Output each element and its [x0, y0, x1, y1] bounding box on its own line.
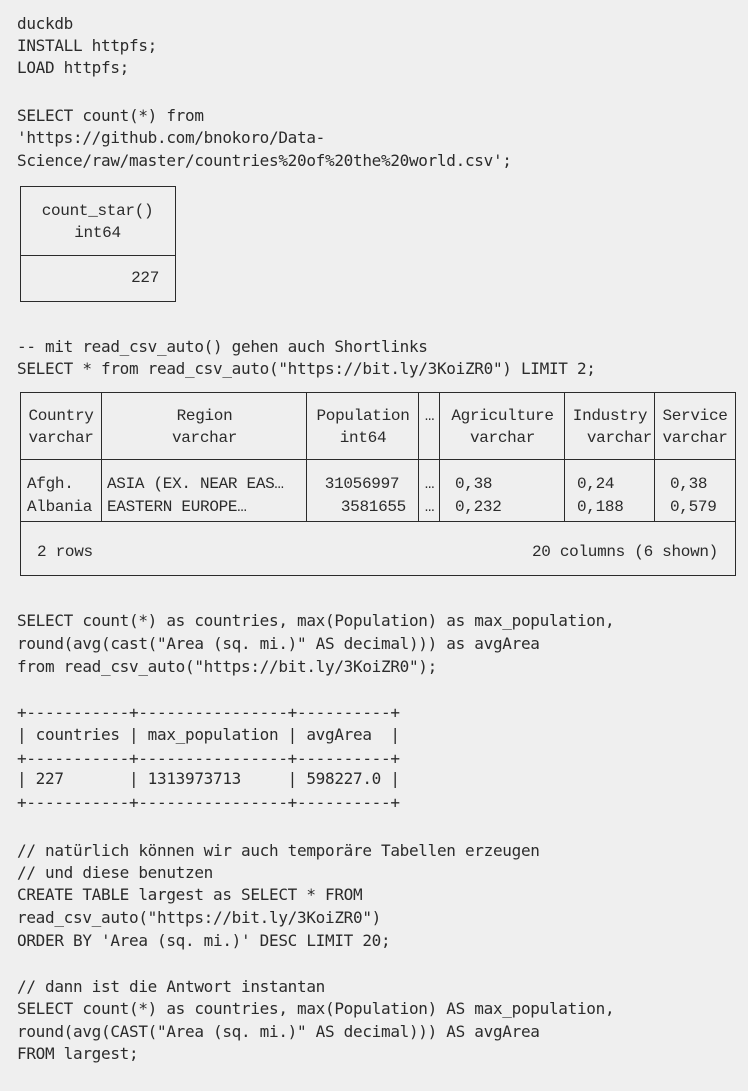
table-cell: 0,232 — [455, 498, 502, 516]
table-cell: … — [424, 498, 435, 516]
ascii-table-border: +-----------+----------------+----------+ — [17, 793, 400, 812]
table-cell: 0,188 — [577, 498, 624, 516]
table-cell: 0,38 — [670, 475, 708, 493]
column-header-type: varchar — [469, 429, 536, 447]
column-count-label: 20 columns (6 shown) — [531, 543, 718, 561]
ascii-table-border: +-----------+----------------+----------+ — [17, 703, 400, 722]
table-cell: 0,579 — [670, 498, 717, 516]
ascii-table-border: +-----------+----------------+----------+ — [17, 749, 400, 768]
column-header-name: count_star() — [41, 202, 154, 220]
code-line: read_csv_auto("https://bit.ly/3KoiZR0") — [17, 908, 381, 927]
code-comment: // natürlich können wir auch temporäre Tabellen erzeugen — [17, 841, 540, 860]
code-line: -- mit read_csv_auto() gehen auch Shortlinks — [17, 337, 428, 356]
code-line: Science/raw/master/countries%20of%20the%20world.csv'; — [17, 151, 512, 170]
code-line: SELECT count(*) from — [17, 106, 204, 125]
table-cell: Afgh. — [27, 475, 74, 493]
code-line: duckdb — [17, 14, 73, 33]
code-comment: // dann ist die Antwort instantan — [17, 977, 325, 996]
column-header-type: varchar — [171, 429, 238, 447]
column-divider — [101, 393, 102, 521]
table-cell: 3581655 — [340, 498, 406, 516]
code-line: from read_csv_auto("https://bit.ly/3KoiZR0"); — [17, 657, 437, 676]
table-cell: 31056997 — [324, 475, 400, 493]
code-line: INSTALL httpfs; — [17, 36, 157, 55]
column-header-type: varchar — [28, 429, 94, 447]
code-line: SELECT * from read_csv_auto("https://bit.ly/3KoiZR0") LIMIT 2; — [17, 359, 596, 378]
column-divider — [306, 393, 307, 521]
column-header-name: Service — [662, 407, 728, 425]
code-line: ORDER BY 'Area (sq. mi.)' DESC LIMIT 20; — [17, 931, 391, 950]
column-header-name: Population — [316, 407, 410, 425]
column-header-type: int64 — [339, 429, 387, 447]
column-header-name: Country — [28, 407, 94, 425]
column-header-type: varchar — [586, 429, 652, 447]
column-header-type: varchar — [662, 429, 728, 447]
table-cell: 0,24 — [577, 475, 615, 493]
column-divider — [418, 393, 419, 521]
column-header-name: Region — [176, 407, 233, 425]
table-cell: 227 — [131, 269, 159, 287]
table-cell: … — [424, 475, 435, 493]
column-header-name: Agriculture — [451, 407, 554, 425]
code-line: SELECT count(*) as countries, max(Population) AS max_population, — [17, 999, 615, 1018]
ascii-table-header: | countries | max_population | avgArea | — [17, 725, 400, 744]
column-header-name: … — [424, 407, 435, 425]
table-cell: 0,38 — [455, 475, 493, 493]
code-line: 'https://github.com/bnokoro/Data- — [17, 128, 325, 147]
code-line: FROM largest; — [17, 1044, 139, 1063]
column-divider — [439, 393, 440, 521]
table-divider — [21, 255, 175, 256]
code-line: LOAD httpfs; — [17, 58, 129, 77]
ascii-table-row: | 227 | 1313973713 | 598227.0 | — [17, 769, 400, 788]
count-result-table — [20, 186, 176, 302]
column-header-type: int64 — [74, 224, 121, 242]
table-divider — [21, 459, 735, 460]
column-divider — [654, 393, 655, 521]
code-line: round(avg(cast("Area (sq. mi.)" AS decimal))) as avgArea — [17, 634, 540, 653]
code-line: SELECT count(*) as countries, max(Population) as max_population, — [17, 611, 615, 630]
code-line: round(avg(CAST("Area (sq. mi.)" AS decimal))) AS avgArea — [17, 1022, 540, 1041]
row-count-label: 2 rows — [37, 543, 93, 561]
column-header-name: Industry — [572, 407, 648, 425]
code-comment: // und diese benutzen — [17, 863, 213, 882]
column-divider — [564, 393, 565, 521]
table-cell: Albania — [27, 498, 93, 516]
countries-result-table — [20, 392, 736, 576]
table-divider — [21, 521, 735, 522]
table-cell: EASTERN EUROPE… — [107, 498, 247, 516]
code-line: CREATE TABLE largest as SELECT * FROM — [17, 885, 363, 904]
table-cell: ASIA (EX. NEAR EAS… — [107, 475, 284, 493]
